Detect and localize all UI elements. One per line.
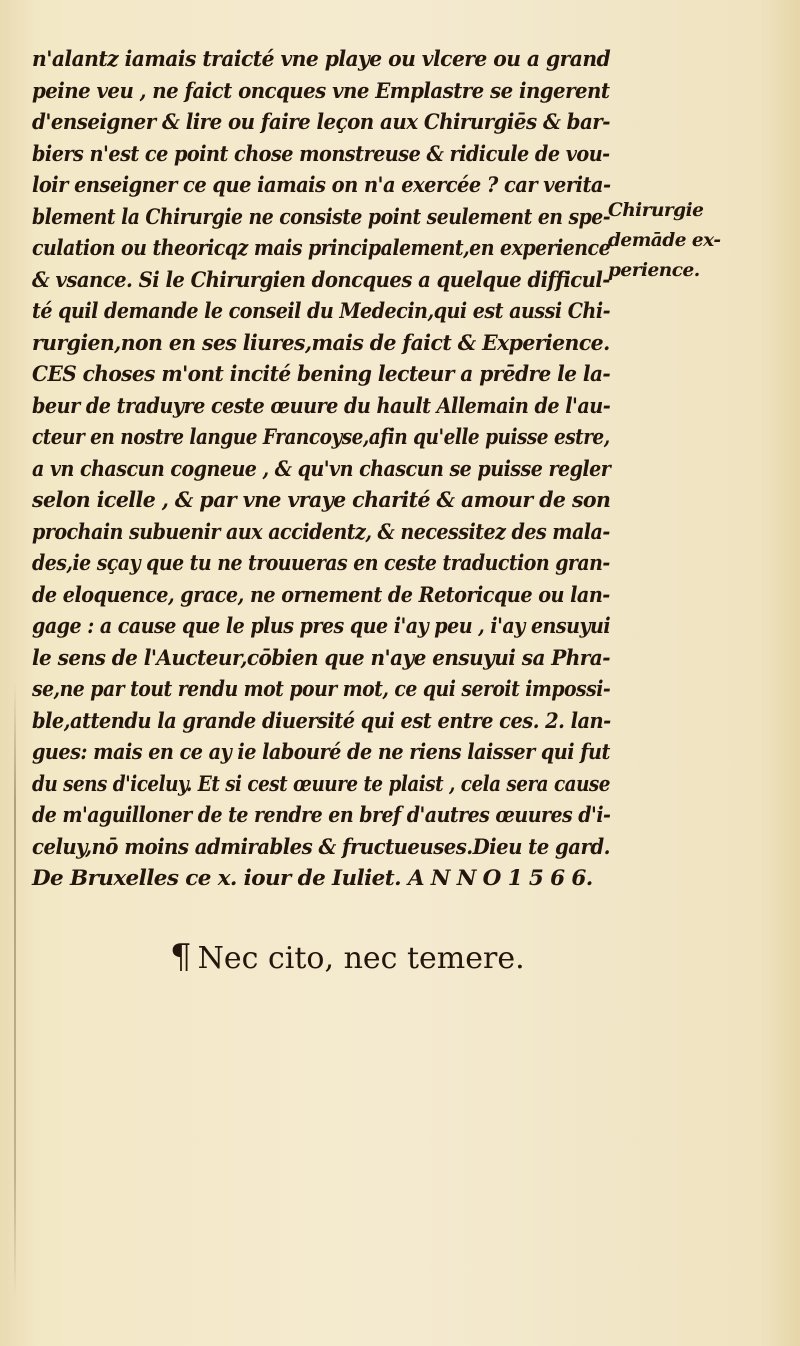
text-line: n'alantz iamais traicté vne playe ou vlcere ou a grand	[32, 47, 611, 72]
margin-note-line: Chirurgie	[608, 200, 704, 221]
dateline: De Bruxelles ce x. iour de Iuliet. A N N O 1 5 6 6.	[32, 866, 593, 891]
text-line: ble,attendu la grande diuersité qui est entre ces. 2. lan-	[32, 708, 611, 734]
text-line: CES choses m'ont incité bening lecteur a prēdre le la-	[32, 362, 611, 387]
text-line: té quil demande le conseil du Medecin,qui est aussi Chi-	[32, 299, 610, 324]
body-text	[32, 44, 612, 895]
text-line: prochain subuenir aux accidentz, & necessitez des mala-	[32, 519, 610, 545]
margin-note-line: perience.	[608, 260, 700, 281]
text-line: celuy,nō moins admirables & fructueuses.Dieu te gard.	[32, 834, 610, 860]
text-line: peine veu , ne faict oncques vne Emplastre se ingerent	[32, 78, 610, 104]
text-line: du sens d'iceluy. Et si cest œuure te plaist , cela sera cause	[32, 771, 610, 797]
text-line: de m'aguilloner de te rendre en bref d'autres œuures d'i-	[32, 803, 611, 828]
text-line: blement la Chirurgie ne consiste point seulement en spe-	[32, 204, 611, 230]
pilcrow-mark: ¶	[170, 937, 192, 977]
text-line: a vn chascun cogneue , & qu'vn chascun se puisse regler	[32, 456, 611, 482]
text-line: gage : a cause que le plus pres que i'ay peu , i'ay ensuyui	[32, 614, 611, 639]
text-line: d'enseigner & lire ou faire leçon aux Chirurgiēs & bar-	[32, 110, 610, 135]
margin-note-line: demāde ex-	[608, 230, 721, 251]
text-line: beur de traduyre ceste œuure du hault Allemain de l'au-	[32, 393, 611, 419]
motto	[170, 935, 570, 981]
text-line: biers n'est ce point chose monstreuse & ridicule de vou-	[32, 141, 610, 167]
text-line: culation ou theoricqz mais principalement,en experience	[32, 236, 611, 261]
motto-text: Nec cito, nec temere.	[197, 941, 525, 976]
text-line: & vsance. Si le Chirurgien doncques a quelque difficul-	[32, 267, 610, 293]
margin-note	[608, 196, 721, 286]
text-line: se,ne par tout rendu mot pour mot, ce qui seroit impossi-	[32, 677, 611, 702]
text-line: cteur en nostre langue Francoyse,afin qu'elle puisse estre,	[32, 425, 610, 450]
text-line: de eloquence, grace, ne ornement de Retoricque ou lan-	[32, 582, 610, 608]
text-line: selon icelle , & par vne vraye charité & amour de son	[32, 488, 611, 513]
text-line: gues: mais en ce ay ie labouré de ne riens laisser qui fut	[32, 740, 610, 765]
text-line: loir enseigner ce que iamais on n'a exercée ? car verita-	[32, 173, 611, 198]
page-edge-shadow	[14, 680, 16, 1300]
text-line: rurgien,non en ses liures,mais de faict & Experience.	[32, 330, 610, 356]
text-line: le sens de l'Aucteur,cōbien que n'aye ensuyui sa Phra-	[32, 645, 611, 671]
text-line: des,ie sçay que tu ne trouueras en ceste traduction gran-	[32, 551, 610, 576]
